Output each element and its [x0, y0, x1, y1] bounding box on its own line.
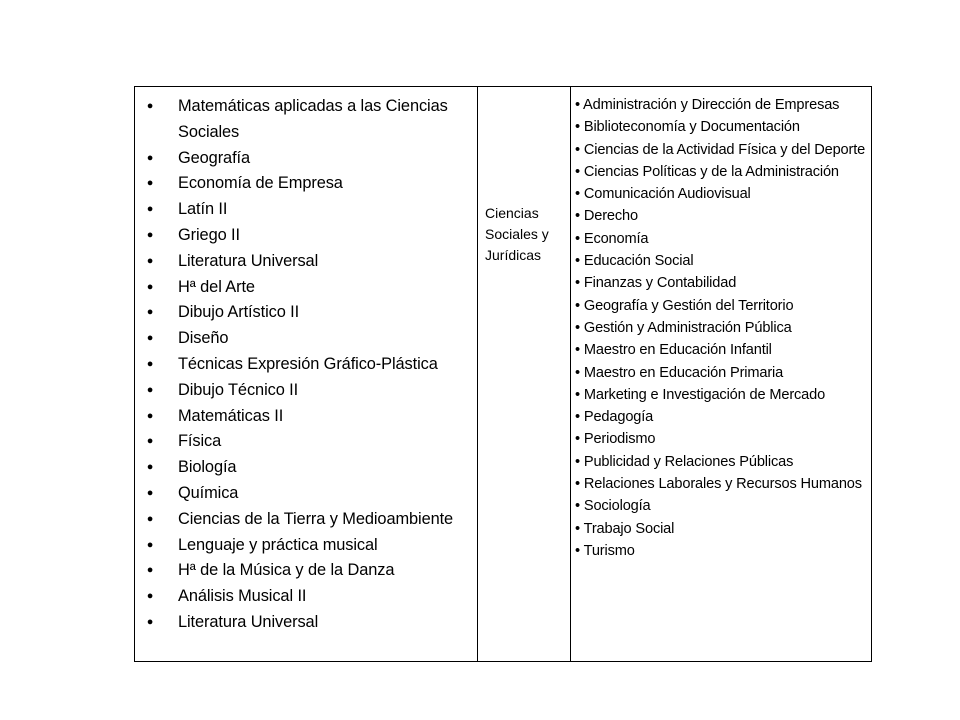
subject-item: [135, 558, 477, 584]
subject-item: [135, 378, 477, 404]
subject-label: Análisis Musical II: [178, 587, 307, 606]
subject-item: [135, 507, 477, 533]
subject-label: Griego II: [178, 225, 240, 244]
subject-label: Matemáticas II: [178, 406, 284, 425]
degree-item: • Marketing e Investigación de Mercado: [575, 386, 826, 403]
bullet-icon: ●: [146, 280, 154, 293]
subject-label: Técnicas Expresión Gráfico-Plástica: [178, 354, 438, 373]
degree-item: • Maestro en Educación Primaria: [575, 364, 784, 381]
degree-item: • Derecho: [575, 208, 638, 225]
subject-item: [135, 171, 477, 197]
degree-item: • Educación Social: [575, 253, 694, 270]
bullet-icon: ●: [146, 357, 154, 370]
degree-item: • Ciencias de la Actividad Física y del Deporte: [575, 141, 866, 158]
bullet-icon: ●: [146, 512, 154, 525]
subject-item: [135, 94, 477, 146]
subjects-column: [135, 87, 478, 661]
subject-item: [135, 249, 477, 275]
subject-label: Lenguaje y práctica musical: [178, 535, 378, 554]
subject-label: Geografía: [178, 148, 250, 167]
bullet-icon: ●: [146, 203, 154, 216]
bullet-icon: ●: [146, 332, 154, 345]
subject-label: Química: [178, 483, 239, 502]
degrees-column: [571, 87, 871, 661]
subject-label: Latín II: [178, 200, 228, 219]
degree-item: • Finanzas y Contabilidad: [575, 275, 737, 292]
degree-item: • Biblioteconomía y Documentación: [575, 119, 800, 136]
branch-column: [478, 87, 571, 661]
subject-label: Hª del Arte: [178, 277, 255, 296]
degree-item: • Geografía y Gestión del Territorio: [575, 297, 794, 314]
subject-label: Literatura Universal: [178, 612, 319, 631]
subject-list: [135, 94, 477, 636]
bullet-icon: ●: [146, 564, 154, 577]
subject-item: [135, 146, 477, 172]
degree-list: [575, 94, 871, 562]
degree-item: • Relaciones Laborales y Recursos Humanos: [575, 476, 862, 493]
subject-item: [135, 223, 477, 249]
degree-item: • Gestión y Administración Pública: [575, 319, 792, 336]
subject-label: Dibujo Artístico II: [178, 303, 300, 322]
subject-item: [135, 300, 477, 326]
degree-item: • Maestro en Educación Infantil: [575, 342, 772, 359]
subject-item: [135, 533, 477, 559]
bullet-icon: ●: [146, 254, 154, 267]
degree-item: • Ciencias Políticas y de la Administración: [575, 163, 839, 180]
subject-label: Matemáticas aplicadas a las Ciencias Sociales: [178, 97, 448, 141]
degree-item: • Economía: [575, 230, 649, 247]
bullet-icon: ●: [146, 435, 154, 448]
subject-label: Diseño: [178, 329, 229, 348]
subject-item: [135, 481, 477, 507]
subject-item: [135, 610, 477, 636]
subject-item: [135, 429, 477, 455]
subject-item: [135, 455, 477, 481]
degree-item: • Comunicación Audiovisual: [575, 186, 751, 203]
subject-label: Ciencias de la Tierra y Medioambiente: [178, 509, 454, 528]
bullet-icon: ●: [146, 228, 154, 241]
subject-label: Física: [178, 432, 222, 451]
branch-label-line: Jurídicas: [485, 247, 542, 263]
subject-item: [135, 197, 477, 223]
degree-item: • Pedagogía: [575, 409, 654, 426]
degree-item: • Publicidad y Relaciones Públicas: [575, 453, 794, 470]
bullet-icon: ●: [146, 177, 154, 190]
degree-item: • Sociología: [575, 498, 651, 515]
bullet-icon: ●: [146, 461, 154, 474]
subject-label: Hª de la Música y de la Danza: [178, 561, 395, 580]
subject-label: Literatura Universal: [178, 251, 319, 270]
subject-item: [135, 584, 477, 610]
bullet-icon: ●: [146, 383, 154, 396]
bullet-icon: ●: [146, 409, 154, 422]
bullet-icon: ●: [146, 151, 154, 164]
subject-label: Economía de Empresa: [178, 174, 343, 193]
degree-item: • Turismo: [575, 542, 635, 559]
degree-item: • Periodismo: [575, 431, 656, 448]
bullet-icon: ●: [146, 590, 154, 603]
branch-label-line: Ciencias: [485, 205, 539, 221]
bullet-icon: ●: [146, 100, 154, 112]
subjects-degrees-table: [134, 86, 872, 662]
subject-label: Biología: [178, 458, 237, 477]
branch-label-line: Sociales y: [485, 226, 549, 242]
subject-item: [135, 326, 477, 352]
degree-item: • Trabajo Social: [575, 520, 675, 537]
subject-item: [135, 275, 477, 301]
subject-item: [135, 352, 477, 378]
bullet-icon: ●: [146, 538, 154, 551]
subject-item: [135, 404, 477, 430]
bullet-icon: ●: [146, 615, 154, 628]
degree-item: • Administración y Dirección de Empresas: [575, 97, 840, 113]
bullet-icon: ●: [146, 486, 154, 499]
subject-label: Dibujo Técnico II: [178, 380, 299, 399]
bullet-icon: ●: [146, 306, 154, 319]
